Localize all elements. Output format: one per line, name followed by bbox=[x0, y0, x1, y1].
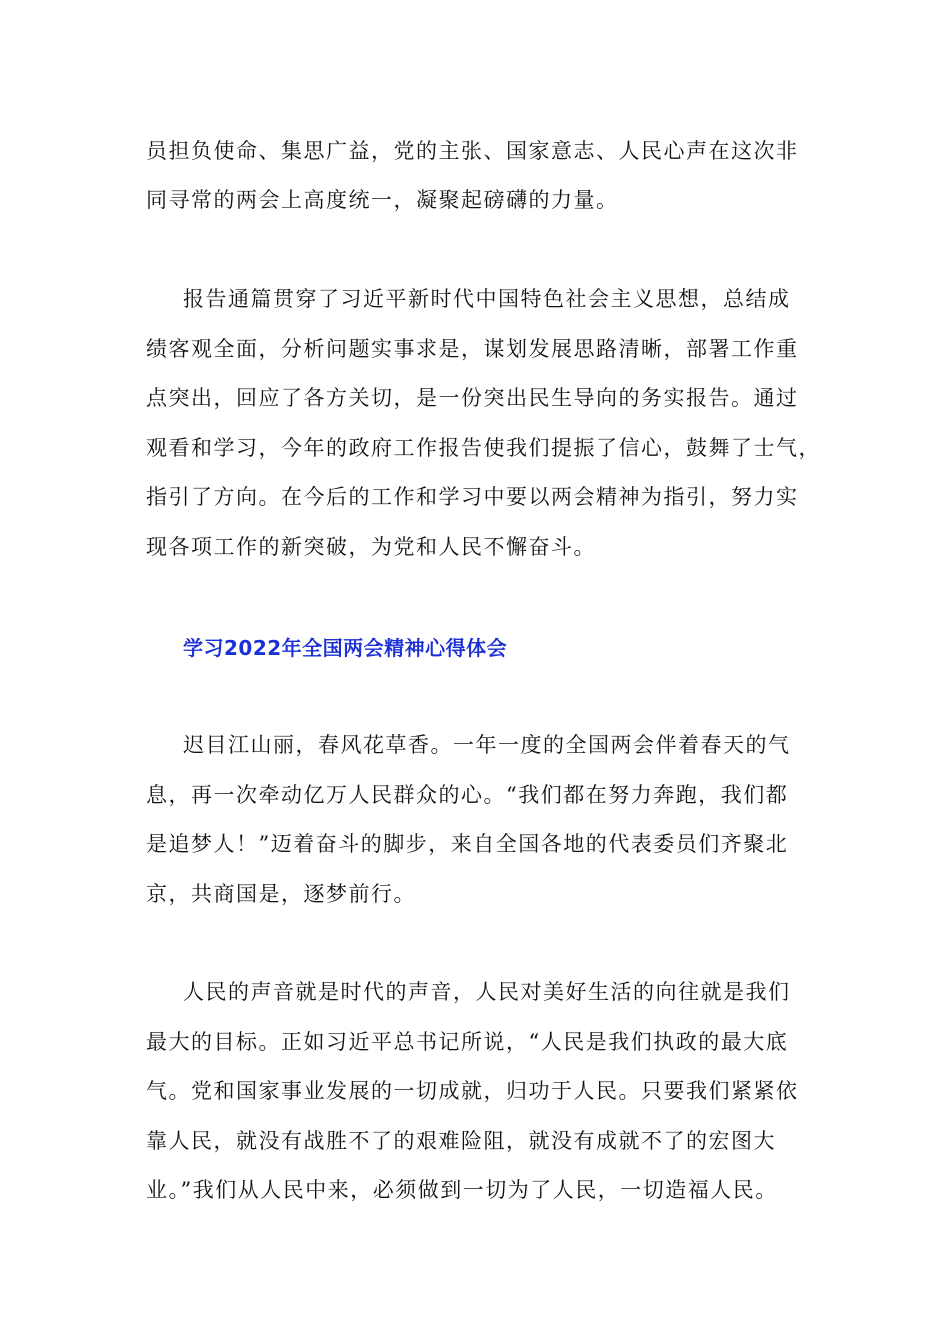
paragraph-2-line-2: 绩客观全面，分析问题实事求是，谋划发展思路清晰，部署工作重 bbox=[146, 337, 799, 361]
paragraph-2-line-3: 点突出，回应了各方关切，是一份突出民生导向的务实报告。通过 bbox=[146, 386, 799, 410]
paragraph-4-line-3: 气。党和国家事业发展的一切成就，归功于人民。只要我们紧紧依 bbox=[146, 1079, 799, 1103]
paragraph-3-line-3: 是追梦人！”迈着奋斗的脚步，来自全国各地的代表委员们齐聚北 bbox=[146, 832, 789, 856]
paragraph-2-line-5: 指引了方向。在今后的工作和学习中要以两会精神为指引，努力实 bbox=[146, 485, 799, 509]
paragraph-4-line-4: 靠人民，就没有战胜不了的艰难险阻，就没有成就不了的宏图大 bbox=[146, 1129, 776, 1153]
paragraph-2-line-4: 观看和学习，今年的政府工作报告使我们提振了信心，鼓舞了士气， bbox=[146, 436, 821, 460]
paragraph-2-line-1: 报告通篇贯穿了习近平新时代中国特色社会主义思想，总结成 bbox=[183, 287, 791, 311]
paragraph-3-line-1: 迟目江山丽，春风花草香。一年一度的全国两会伴着春天的气 bbox=[183, 733, 791, 757]
paragraph-1-line-2: 同寻常的两会上高度统一，凝聚起磅礴的力量。 bbox=[146, 188, 619, 212]
paragraph-4-line-1: 人民的声音就是时代的声音，人民对美好生活的向往就是我们 bbox=[183, 980, 791, 1004]
paragraph-1-line-1: 员担负使命、集思广益，党的主张、国家意志、人民心声在这次非 bbox=[146, 139, 799, 163]
section-heading: 学习2022年全国两会精神心得体会 bbox=[183, 636, 508, 660]
paragraph-2-line-6: 现各项工作的新突破，为党和人民不懈奋斗。 bbox=[146, 535, 596, 559]
paragraph-3-line-4: 京，共商国是，逐梦前行。 bbox=[146, 882, 416, 906]
paragraph-3-line-2: 息，再一次牵动亿万人民群众的心。“我们都在努力奔跑，我们都 bbox=[146, 783, 789, 807]
paragraph-4-line-2: 最大的目标。正如习近平总书记所说，“人民是我们执政的最大底 bbox=[146, 1030, 789, 1054]
paragraph-4-line-5: 业。”我们从人民中来，必须做到一切为了人民，一切造福人民。 bbox=[146, 1178, 778, 1202]
